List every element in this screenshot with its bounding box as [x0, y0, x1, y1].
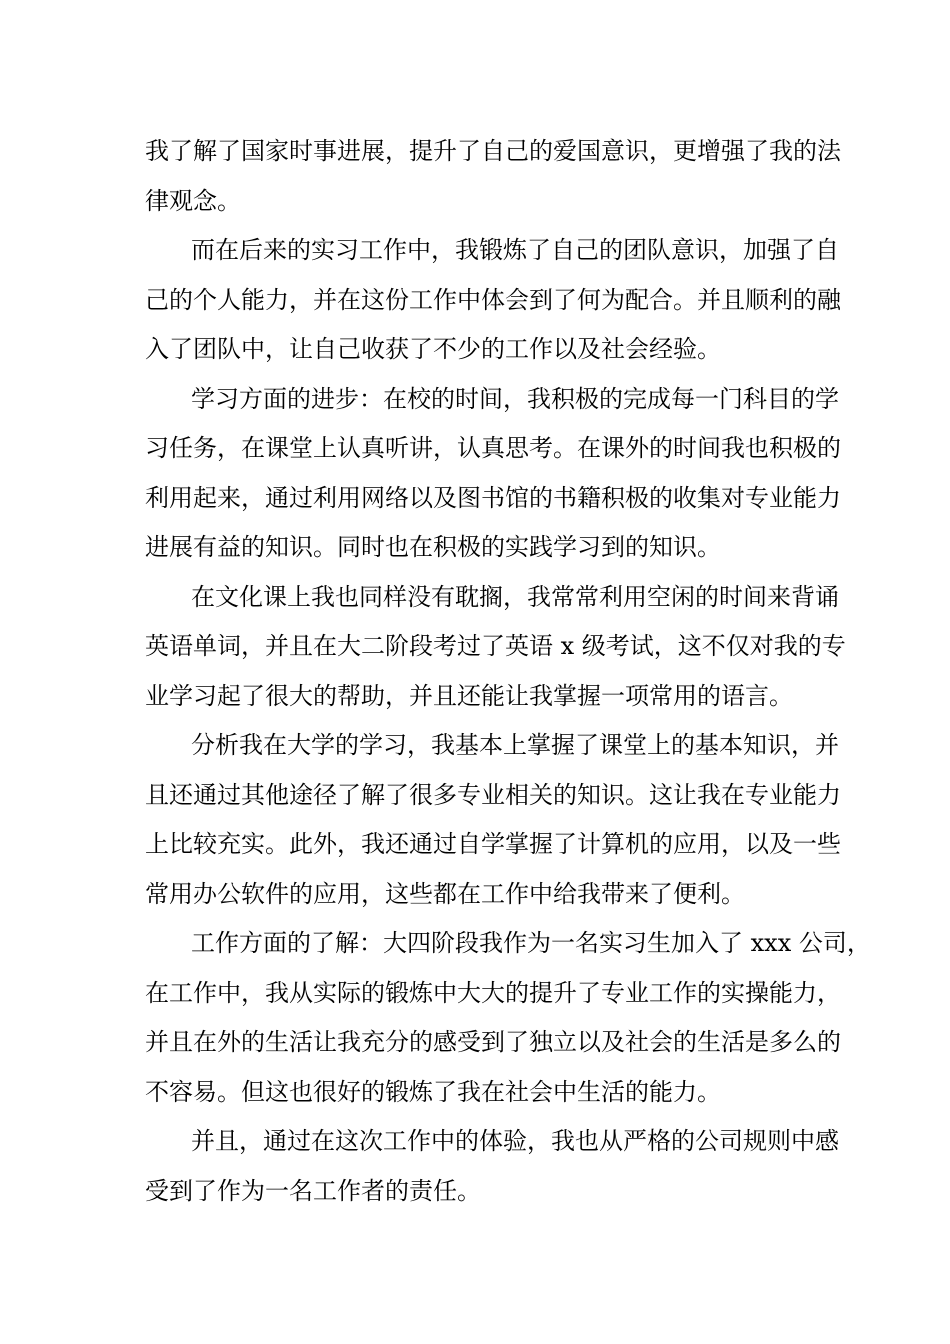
- paragraph-first-line: 分析我在大学的学习，我基本上掌握了课堂上的基本知识，并: [191, 731, 839, 759]
- text-line: 利用起来，通过利用网络以及图书馆的书籍积极的收集对专业能力: [145, 483, 841, 512]
- paragraph-first-line: 并且，通过在这次工作中的体验，我也从严格的公司规则中感: [191, 1127, 839, 1155]
- document-body: [145, 127, 871, 1216]
- text-line: 己的个人能力，并在这份工作中体会到了何为配合。并且顺利的融: [145, 285, 841, 314]
- text-line: 律观念。: [145, 186, 241, 215]
- paragraph-first-line: 而在后来的实习工作中，我锻炼了自己的团队意识，加强了自: [191, 236, 839, 264]
- text-line: 我了解了国家时事进展，提升了自己的爱国意识，更增强了我的法: [145, 137, 841, 165]
- paragraph-first-line: 学习方面的进步：在校的时间，我积极的完成每一门科目的学: [191, 384, 839, 413]
- text-line: 不容易。但这也很好的锻炼了我在社会中生活的能力。: [145, 1077, 721, 1106]
- text-line: 并且在外的生活让我充分的感受到了独立以及社会的生活是多么的: [145, 1028, 841, 1056]
- text-line: 英语单词，并且在大二阶段考过了英语 x 级考试，这不仅对我的专: [145, 632, 846, 660]
- text-line: 业学习起了很大的帮助，并且还能让我掌握一项常用的语言。: [145, 681, 793, 710]
- text-line: 入了团队中，让自己收获了不少的工作以及社会经验。: [145, 335, 721, 363]
- text-line: 受到了作为一名工作者的责任。: [145, 1176, 481, 1205]
- text-line: 习任务，在课堂上认真听讲，认真思考。在课外的时间我也积极的: [145, 434, 841, 462]
- paragraph-first-line: 工作方面的了解：大四阶段我作为一名实习生加入了 xxx 公司，: [191, 929, 871, 957]
- text-line: 且还通过其他途径了解了很多专业相关的知识。这让我在专业能力: [145, 780, 841, 809]
- text-line: 常用办公软件的应用，这些都在工作中给我带来了便利。: [145, 879, 745, 908]
- text-line: 在工作中，我从实际的锻炼中大大的提升了专业工作的实操能力，: [145, 978, 841, 1007]
- paragraph-first-line: 在文化课上我也同样没有耽搁，我常常利用空闲的时间来背诵: [191, 582, 839, 611]
- text-line: 进展有益的知识。同时也在积极的实践学习到的知识。: [145, 533, 721, 561]
- text-line: 上比较充实。此外，我还通过自学掌握了计算机的应用，以及一些: [145, 830, 841, 858]
